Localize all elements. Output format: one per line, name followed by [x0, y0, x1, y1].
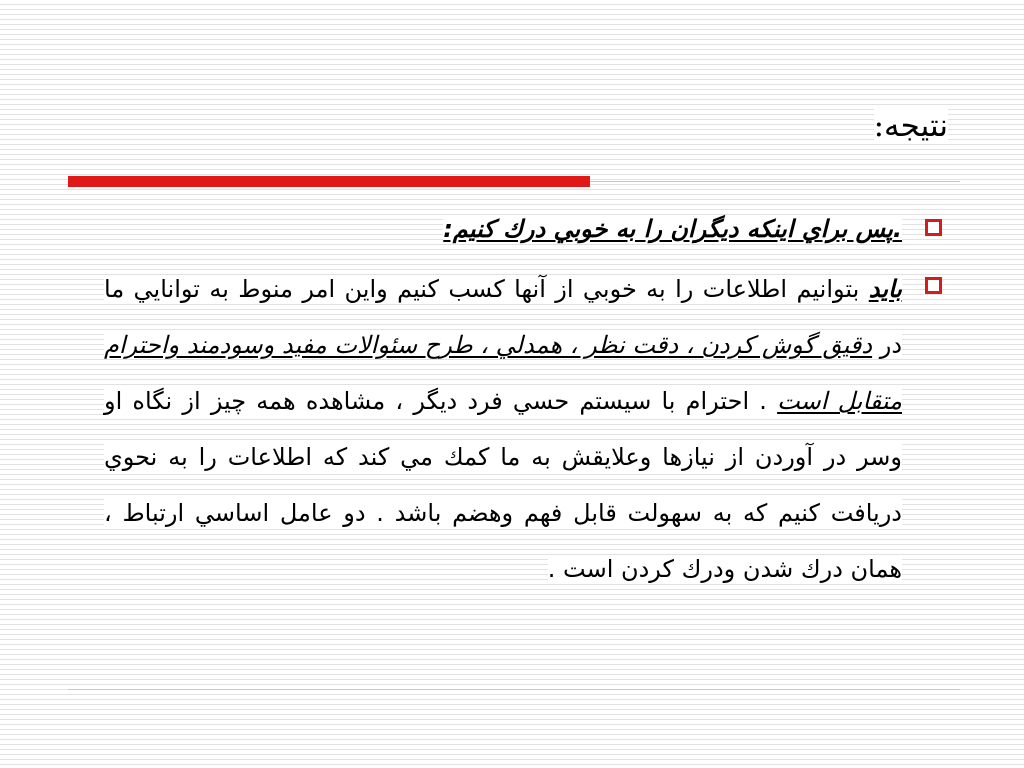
- square-bullet-icon: [925, 277, 942, 294]
- bullet-item-2: [104, 261, 954, 597]
- bullet-2-text-part2: . احترام با سيستم حسي فرد ديگر ، مشاهده همه چيز از نگاه او وسر در آوردن از نيازها وعلايقش به ما كمك مي كند كه اطلاعات را به نحوي دريافت كنيم كه به سهولت قابل فهم وهضم باشد . دو عامل اساسي ارتباط ، همان درك شدن ودرك كردن است .: [104, 387, 902, 583]
- slide-body: [104, 203, 954, 597]
- footer-divider-line: [68, 689, 960, 690]
- slide-title: نتيجه:: [873, 108, 948, 144]
- bullet-item-1: [104, 203, 954, 255]
- bullet-2-text-part1: بتوانيم اطلاعات را به خوبي از آنها كسب كنيم واين امر منوط به توانايي ما در: [104, 275, 903, 359]
- bullet-2-text: [104, 275, 902, 583]
- square-bullet-icon: [925, 219, 942, 236]
- bullet-2-emphasis: دقيق گوش كردن ، دقت نظر ، همدلي ، طرح سئوالات مفيد وسودمند واحترام متقابل است: [104, 331, 902, 415]
- title-accent-bar: [68, 176, 590, 187]
- bullet-1-text: .پس براي اينكه ديگران را به خوبي درك كنيم:: [443, 215, 902, 243]
- bullet-2-lead-word: بايد: [868, 275, 902, 303]
